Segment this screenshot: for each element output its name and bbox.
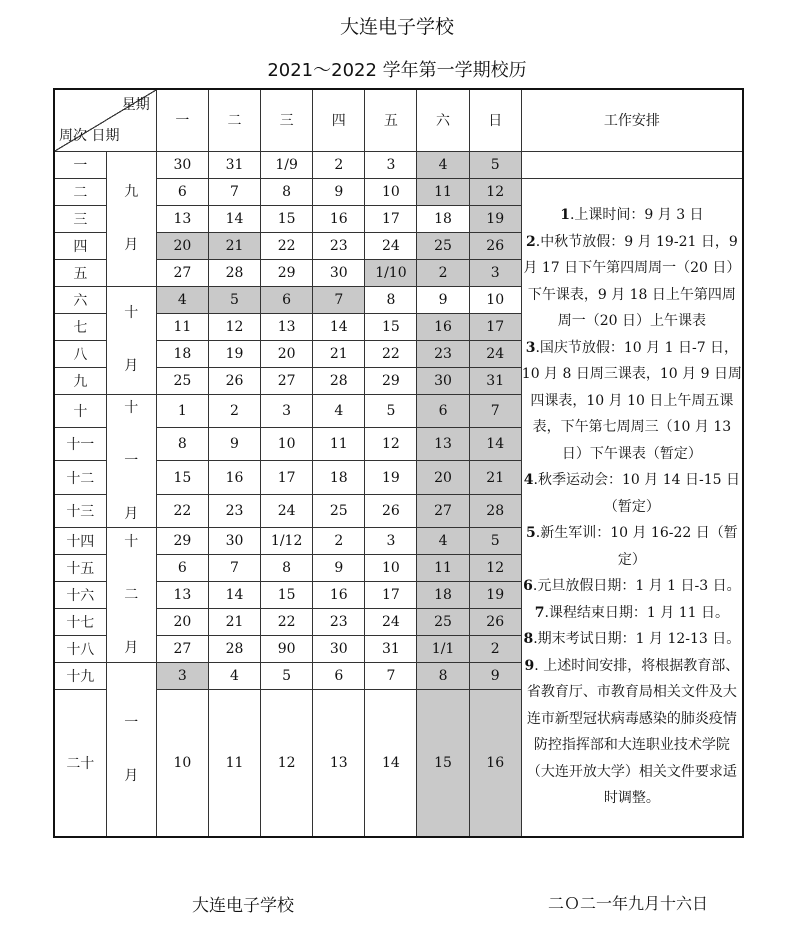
calendar-title: 2021～2022 学年第一学期校历 xyxy=(267,60,527,81)
date-cell: 5 xyxy=(365,394,417,427)
notes-top-blank xyxy=(521,151,743,178)
month-char: 十 xyxy=(124,399,139,416)
date-cell: 8 xyxy=(417,663,469,690)
month-char: 月 xyxy=(124,358,139,375)
month-cell xyxy=(106,151,156,286)
note-number: 4 xyxy=(523,472,534,489)
date-cell: 16 xyxy=(417,313,469,340)
footer-school: 大连电子学校 xyxy=(192,896,294,916)
week-number-cell: 十五 xyxy=(54,555,106,582)
date-cell: 21 xyxy=(313,340,365,367)
date-cell: 11 xyxy=(156,313,208,340)
date-cell: 20 xyxy=(417,461,469,494)
date-cell: 16 xyxy=(208,461,260,494)
week-number-cell: 十六 xyxy=(54,582,106,609)
date-cell: 23 xyxy=(313,232,365,259)
work-arrangement-notes xyxy=(521,178,743,837)
date-cell: 18 xyxy=(417,582,469,609)
date-cell: 15 xyxy=(261,205,313,232)
date-cell: 3 xyxy=(469,259,521,286)
corner-header xyxy=(54,89,156,151)
date-cell: 26 xyxy=(208,367,260,394)
date-cell: 18 xyxy=(417,205,469,232)
date-cell: 20 xyxy=(156,232,208,259)
note-text: .中秋节放假：9 月 19-21 日，9 月 17 日下午第四周周一（20 日）下午课表，9 月 18 日上午第四周周一（20 日）上午课表 xyxy=(523,233,741,330)
date-cell: 28 xyxy=(208,636,260,663)
date-cell: 14 xyxy=(208,582,260,609)
work-arrangement-header: 工作安排 xyxy=(521,89,743,151)
month-char: 十 xyxy=(124,533,139,550)
date-cell: 30 xyxy=(417,367,469,394)
date-cell: 17 xyxy=(469,313,521,340)
date-cell: 18 xyxy=(156,340,208,367)
note-text: .元旦放假日期：1 月 1 日-3 日。 xyxy=(532,578,741,595)
date-cell: 8 xyxy=(156,427,208,460)
date-cell: 1/12 xyxy=(261,528,313,555)
date-cell: 1/10 xyxy=(365,259,417,286)
date-cell: 8 xyxy=(261,178,313,205)
date-cell: 10 xyxy=(156,690,208,837)
day-header-mon: 一 xyxy=(156,89,208,151)
date-cell: 23 xyxy=(417,340,469,367)
date-cell: 13 xyxy=(417,427,469,460)
date-cell: 28 xyxy=(313,367,365,394)
date-cell: 24 xyxy=(365,609,417,636)
note-item xyxy=(522,626,742,653)
date-cell: 15 xyxy=(261,582,313,609)
date-cell: 16 xyxy=(313,582,365,609)
date-cell: 27 xyxy=(261,367,313,394)
week-number-cell: 十三 xyxy=(54,494,106,528)
date-cell: 8 xyxy=(365,286,417,313)
school-title: 大连电子学校 xyxy=(339,16,454,38)
date-cell: 18 xyxy=(313,461,365,494)
date-cell: 27 xyxy=(417,494,469,528)
date-cell: 3 xyxy=(365,528,417,555)
date-cell: 1 xyxy=(156,394,208,427)
date-cell: 13 xyxy=(156,582,208,609)
day-header-sat: 六 xyxy=(417,89,469,151)
date-cell: 31 xyxy=(365,636,417,663)
week-number-cell: 六 xyxy=(54,286,106,313)
date-cell: 17 xyxy=(365,205,417,232)
week-number-cell: 一 xyxy=(54,151,106,178)
date-cell: 3 xyxy=(156,663,208,690)
date-cell: 30 xyxy=(208,528,260,555)
week-date-corner-label: 周次 日期 xyxy=(59,127,120,144)
week-number-cell: 三 xyxy=(54,205,106,232)
note-number: 5 xyxy=(526,525,536,542)
note-text: .新生军训：10 月 16-22 日（暂定） xyxy=(535,525,738,568)
note-item xyxy=(522,520,742,573)
date-cell: 20 xyxy=(156,609,208,636)
note-item xyxy=(522,573,742,600)
day-header-fri: 五 xyxy=(365,89,417,151)
date-cell: 6 xyxy=(261,286,313,313)
date-cell: 12 xyxy=(469,555,521,582)
date-cell: 29 xyxy=(365,367,417,394)
date-cell: 26 xyxy=(365,494,417,528)
date-cell: 14 xyxy=(469,427,521,460)
date-cell: 20 xyxy=(261,340,313,367)
date-cell: 27 xyxy=(156,259,208,286)
date-cell: 21 xyxy=(208,609,260,636)
date-cell: 29 xyxy=(156,528,208,555)
date-cell: 15 xyxy=(365,313,417,340)
date-cell: 6 xyxy=(156,555,208,582)
date-cell: 19 xyxy=(365,461,417,494)
date-cell: 2 xyxy=(208,394,260,427)
note-text: .课程结束日期：1 月 11 日。 xyxy=(544,604,730,621)
date-cell: 26 xyxy=(469,232,521,259)
date-cell: 3 xyxy=(365,151,417,178)
date-cell: 2 xyxy=(417,259,469,286)
month-cell xyxy=(106,663,156,837)
week-number-cell: 二 xyxy=(54,178,106,205)
month-char: 十 xyxy=(124,305,139,322)
date-cell: 19 xyxy=(469,582,521,609)
note-number: 2 xyxy=(526,233,536,250)
date-cell: 1/1 xyxy=(417,636,469,663)
month-char: 月 xyxy=(124,236,139,253)
note-number: 1 xyxy=(560,207,570,224)
date-cell: 11 xyxy=(417,555,469,582)
date-cell: 30 xyxy=(313,259,365,286)
week-number-cell: 十九 xyxy=(54,663,106,690)
date-cell: 16 xyxy=(313,205,365,232)
note-number: 8 xyxy=(523,631,534,648)
date-cell: 27 xyxy=(156,636,208,663)
date-cell: 19 xyxy=(469,205,521,232)
date-cell: 15 xyxy=(156,461,208,494)
note-item xyxy=(522,229,742,335)
week-number-cell: 十一 xyxy=(54,427,106,460)
date-cell: 9 xyxy=(208,427,260,460)
month-char: 一 xyxy=(124,452,139,469)
date-cell: 25 xyxy=(156,367,208,394)
date-cell: 22 xyxy=(365,340,417,367)
note-number: 6 xyxy=(523,578,533,595)
date-cell: 12 xyxy=(469,178,521,205)
table-row xyxy=(54,151,743,178)
date-cell: 13 xyxy=(261,313,313,340)
note-text: . 上述时间安排，将根据教育部、省教育厅、市教育局相关文件及大连市新型冠状病毒感染的肺炎疫情防控指挥部和大连职业技术学院（大连开放大学）相关文件要求适时调整。 xyxy=(526,657,740,807)
date-cell: 12 xyxy=(365,427,417,460)
date-cell: 2 xyxy=(469,636,521,663)
week-number-cell: 七 xyxy=(54,313,106,340)
month-char: 一 xyxy=(124,714,139,731)
date-cell: 31 xyxy=(208,151,260,178)
note-item xyxy=(522,467,742,520)
date-cell: 5 xyxy=(208,286,260,313)
date-cell: 25 xyxy=(417,609,469,636)
date-cell: 22 xyxy=(261,232,313,259)
date-cell: 24 xyxy=(261,494,313,528)
week-number-cell: 十七 xyxy=(54,609,106,636)
date-cell: 14 xyxy=(313,313,365,340)
date-cell: 29 xyxy=(261,259,313,286)
date-cell: 13 xyxy=(313,690,365,837)
day-header-thu: 四 xyxy=(313,89,365,151)
date-cell: 2 xyxy=(313,528,365,555)
date-cell: 6 xyxy=(313,663,365,690)
date-cell: 17 xyxy=(261,461,313,494)
month-char: 月 xyxy=(124,640,139,657)
date-cell: 7 xyxy=(208,178,260,205)
header-row xyxy=(54,89,743,151)
week-number-cell: 五 xyxy=(54,259,106,286)
week-number-cell: 八 xyxy=(54,340,106,367)
date-cell: 12 xyxy=(261,690,313,837)
date-cell: 5 xyxy=(261,663,313,690)
date-cell: 30 xyxy=(313,636,365,663)
note-item xyxy=(522,202,742,229)
date-cell: 17 xyxy=(365,582,417,609)
date-cell: 12 xyxy=(208,313,260,340)
week-number-cell: 二十 xyxy=(54,690,106,837)
week-number-cell: 十 xyxy=(54,394,106,427)
date-cell: 15 xyxy=(417,690,469,837)
date-cell: 4 xyxy=(208,663,260,690)
date-cell: 7 xyxy=(365,663,417,690)
note-text: .国庆节放假：10 月 1 日-7 日，10 月 8 日周三课表，10 月 9 日周四课表，10 月 10 日上午周五课表，下午第七周周三（10 月 13 日）下午课表（暂定） xyxy=(521,339,742,462)
note-text: .上课时间：9 月 3 日 xyxy=(569,207,704,224)
date-cell: 22 xyxy=(261,609,313,636)
date-cell: 30 xyxy=(156,151,208,178)
date-cell: 5 xyxy=(469,528,521,555)
date-cell: 31 xyxy=(469,367,521,394)
note-item xyxy=(522,335,742,468)
date-cell: 8 xyxy=(261,555,313,582)
date-cell: 25 xyxy=(313,494,365,528)
table-row xyxy=(54,178,743,205)
date-cell: 22 xyxy=(156,494,208,528)
month-char: 二 xyxy=(124,587,139,604)
date-cell: 21 xyxy=(208,232,260,259)
date-cell: 2 xyxy=(313,151,365,178)
date-cell: 16 xyxy=(469,690,521,837)
month-char: 月 xyxy=(124,768,139,785)
note-number: 7 xyxy=(534,604,545,621)
day-header-sun: 日 xyxy=(469,89,521,151)
weekday-corner-label: 星期 xyxy=(121,97,150,113)
note-number: 3 xyxy=(525,339,536,356)
note-number: 9 xyxy=(524,657,535,674)
date-cell: 10 xyxy=(365,555,417,582)
month-cell xyxy=(106,286,156,394)
week-number-cell: 十四 xyxy=(54,528,106,555)
footer-date: 二Ｏ二一年九月十六日 xyxy=(548,894,709,913)
date-cell: 90 xyxy=(261,636,313,663)
date-cell: 23 xyxy=(313,609,365,636)
date-cell: 23 xyxy=(208,494,260,528)
day-header-wed: 三 xyxy=(261,89,313,151)
date-cell: 5 xyxy=(469,151,521,178)
date-cell: 4 xyxy=(417,528,469,555)
week-number-cell: 四 xyxy=(54,232,106,259)
date-cell: 28 xyxy=(469,494,521,528)
calendar-table xyxy=(53,88,744,838)
date-cell: 7 xyxy=(313,286,365,313)
date-cell: 4 xyxy=(417,151,469,178)
date-cell: 10 xyxy=(469,286,521,313)
date-cell: 9 xyxy=(469,663,521,690)
day-header-tue: 二 xyxy=(208,89,260,151)
date-cell: 11 xyxy=(417,178,469,205)
date-cell: 11 xyxy=(313,427,365,460)
date-cell: 24 xyxy=(365,232,417,259)
date-cell: 7 xyxy=(208,555,260,582)
month-char: 月 xyxy=(124,505,139,522)
date-cell: 4 xyxy=(313,394,365,427)
date-cell: 7 xyxy=(469,394,521,427)
date-cell: 13 xyxy=(156,205,208,232)
date-cell: 1/9 xyxy=(261,151,313,178)
week-number-cell: 九 xyxy=(54,367,106,394)
note-text: .期末考试日期：1 月 12-13 日。 xyxy=(533,631,741,648)
date-cell: 24 xyxy=(469,340,521,367)
date-cell: 9 xyxy=(313,178,365,205)
note-text: .秋季运动会：10 月 14 日-15 日（暂定） xyxy=(533,472,740,515)
date-cell: 9 xyxy=(417,286,469,313)
date-cell: 3 xyxy=(261,394,313,427)
date-cell: 19 xyxy=(208,340,260,367)
date-cell: 6 xyxy=(417,394,469,427)
week-number-cell: 十二 xyxy=(54,461,106,494)
date-cell: 10 xyxy=(365,178,417,205)
date-cell: 4 xyxy=(156,286,208,313)
note-item xyxy=(522,600,742,627)
note-item xyxy=(522,653,742,812)
date-cell: 10 xyxy=(261,427,313,460)
date-cell: 28 xyxy=(208,259,260,286)
date-cell: 25 xyxy=(417,232,469,259)
date-cell: 21 xyxy=(469,461,521,494)
month-cell xyxy=(106,528,156,663)
date-cell: 14 xyxy=(208,205,260,232)
month-cell xyxy=(106,394,156,528)
date-cell: 11 xyxy=(208,690,260,837)
date-cell: 9 xyxy=(313,555,365,582)
week-number-cell: 十八 xyxy=(54,636,106,663)
date-cell: 14 xyxy=(365,690,417,837)
date-cell: 26 xyxy=(469,609,521,636)
month-char: 九 xyxy=(124,183,139,200)
date-cell: 6 xyxy=(156,178,208,205)
